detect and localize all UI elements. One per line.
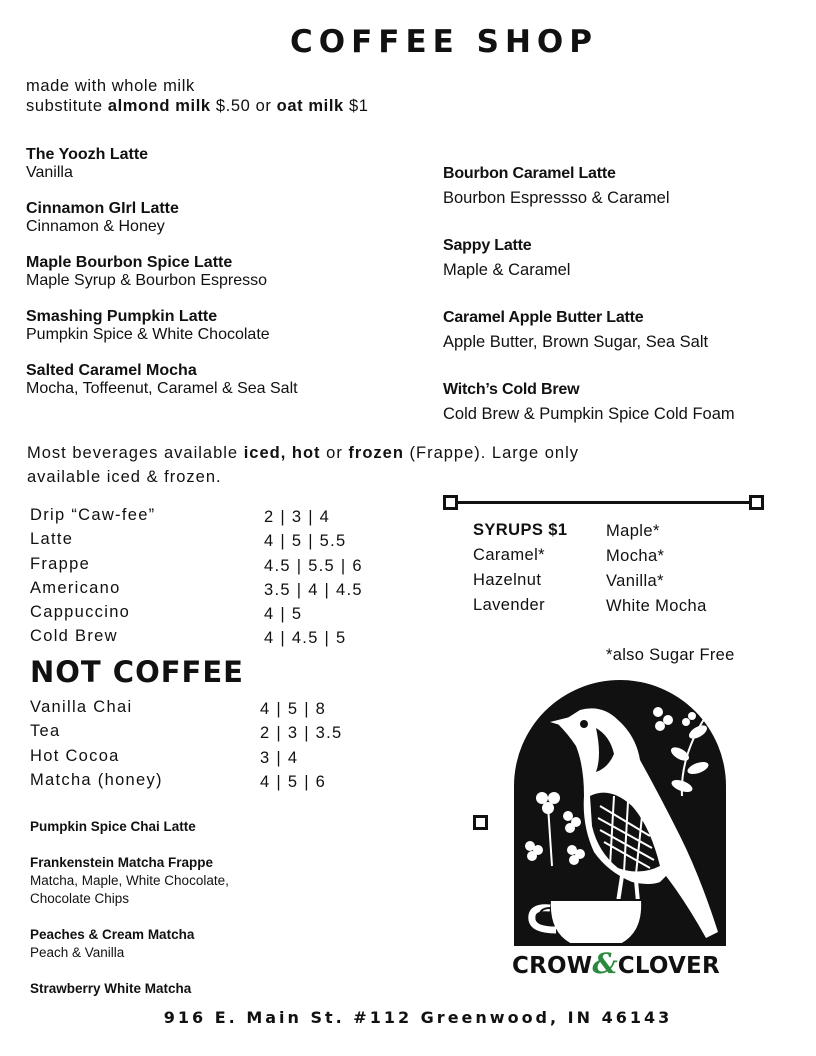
item-name: Maple Bourbon Spice Latte — [26, 254, 233, 271]
item-desc: Vanilla — [26, 164, 73, 181]
item-name: Smashing Pumpkin Latte — [26, 308, 218, 325]
syrup-list-right — [606, 519, 707, 619]
item-name: Strawberry White Matcha — [30, 981, 192, 996]
shop-address: 916 E. Main St. #112 Greenwood, IN 46143 — [163, 1008, 673, 1027]
price-row — [30, 698, 450, 722]
coffee-price-list — [30, 506, 450, 652]
syrup-item: Lavender — [473, 596, 546, 614]
menu-item — [26, 308, 366, 344]
menu-item — [443, 164, 803, 209]
drink-price: 4 | 5 — [264, 605, 303, 624]
drink-price: 3 | 4 — [260, 748, 299, 767]
item-desc: Cold Brew & Pumpkin Spice Cold Foam — [443, 405, 735, 423]
divider-square-right — [749, 495, 764, 510]
menu-item — [26, 254, 366, 290]
special-item — [30, 818, 330, 836]
drink-price: 3.5 | 4 | 4.5 — [264, 580, 363, 599]
special-item — [30, 854, 290, 908]
drink-name: Cold Brew — [30, 627, 118, 646]
drink-name: Drip “Caw-fee” — [30, 506, 156, 524]
drink-name: Hot Cocoa — [30, 746, 120, 765]
not-coffee-price-list — [30, 698, 450, 795]
drink-name: Americano — [30, 578, 121, 597]
item-name: The Yoozh Latte — [26, 146, 149, 163]
menu-item — [443, 308, 803, 353]
drink-name: Tea — [30, 722, 61, 741]
item-desc: Apple Butter, Brown Sugar, Sea Salt — [443, 333, 709, 351]
item-name: Cinnamon GIrl Latte — [26, 200, 179, 217]
availability-note: Most beverages available iced, hot or frozen (Frappe). Large only available iced & frozen. — [27, 444, 579, 486]
item-desc: Cinnamon & Honey — [26, 218, 165, 235]
drink-name: Latte — [30, 530, 74, 549]
menu-item — [26, 362, 326, 398]
item-name: Pumpkin Spice Chai Latte — [30, 819, 196, 834]
drink-price: 4 | 5 | 6 — [260, 772, 327, 791]
logo-wordmark: CROW&CLOVER — [512, 947, 720, 980]
price-row — [30, 530, 450, 554]
divider-square-left — [443, 495, 458, 510]
milk-substitutes: substitute almond milk $.50 or oat milk $1 — [26, 97, 369, 115]
drink-price: 2 | 3 | 4 — [264, 508, 331, 526]
logo-ampersand: & — [592, 947, 618, 980]
item-desc: Mocha, Toffeenut, Caramel & Sea Salt — [26, 380, 298, 397]
milk-default: made with whole milk — [26, 77, 195, 95]
syrup-item: Mocha* — [606, 547, 665, 565]
page-title: COFFEE SHOP — [290, 24, 598, 60]
not-coffee-heading: NOT COFFEE — [30, 655, 244, 689]
price-row — [30, 771, 450, 795]
price-row — [30, 627, 450, 651]
drink-name: Vanilla Chai — [30, 698, 133, 716]
item-name: Witch’s Cold Brew — [443, 381, 580, 398]
drink-price: 4 | 5 | 8 — [260, 700, 327, 718]
price-row — [30, 555, 450, 579]
syrup-list-left — [473, 518, 567, 618]
item-name: Sappy Latte — [443, 237, 532, 254]
drink-price: 2 | 3 | 3.5 — [260, 724, 343, 743]
item-desc: Peach & Vanilla — [30, 945, 125, 960]
drink-name: Cappuccino — [30, 603, 131, 622]
oat-milk: oat milk — [276, 97, 344, 115]
drink-name: Matcha (honey) — [30, 770, 163, 789]
divider-line — [451, 501, 758, 504]
item-desc: Bourbon Espressso & Caramel — [443, 189, 670, 207]
menu-item — [443, 236, 803, 281]
syrup-item: Hazelnut — [473, 571, 542, 589]
item-name: Salted Caramel Mocha — [26, 362, 197, 379]
menu-item — [26, 200, 366, 236]
decorative-divider — [443, 494, 766, 512]
item-desc: Maple Syrup & Bourbon Espresso — [26, 272, 268, 289]
item-desc: Pumpkin Spice & White Chocolate — [26, 326, 270, 343]
item-name: Peaches & Cream Matcha — [30, 927, 195, 942]
syrup-item: Maple* — [606, 522, 660, 540]
drink-price: 4 | 5 | 5.5 — [264, 532, 347, 551]
syrup-item: Caramel* — [473, 546, 545, 564]
price-row — [30, 722, 450, 746]
special-item — [30, 980, 330, 998]
almond-milk: almond milk — [107, 97, 211, 115]
price-row — [30, 579, 450, 603]
syrups-heading: SYRUPS $1 — [473, 521, 568, 539]
special-item — [30, 926, 330, 962]
sugar-free-note: *also Sugar Free — [606, 646, 735, 664]
price-row — [30, 603, 450, 627]
menu-item — [443, 380, 803, 425]
item-name: Caramel Apple Butter Latte — [443, 309, 644, 326]
price-row — [30, 747, 450, 771]
drink-name: Frappe — [30, 554, 91, 573]
syrup-item: White Mocha — [606, 597, 707, 615]
item-desc: Matcha, Maple, White Chocolate, Chocolate Chips — [30, 873, 229, 906]
menu-item — [26, 146, 366, 182]
item-desc: Maple & Caramel — [443, 261, 571, 279]
decorative-square — [473, 815, 488, 830]
milk-options — [26, 76, 369, 116]
drink-price: 4.5 | 5.5 | 6 — [264, 556, 363, 575]
item-name: Frankenstein Matcha Frappe — [30, 855, 214, 870]
drink-price: 4 | 4.5 | 5 — [264, 629, 347, 648]
syrup-item: Vanilla* — [606, 572, 664, 590]
crow-clover-logo-icon — [510, 676, 730, 976]
price-row — [30, 506, 450, 530]
item-name: Bourbon Caramel Latte — [443, 165, 616, 182]
